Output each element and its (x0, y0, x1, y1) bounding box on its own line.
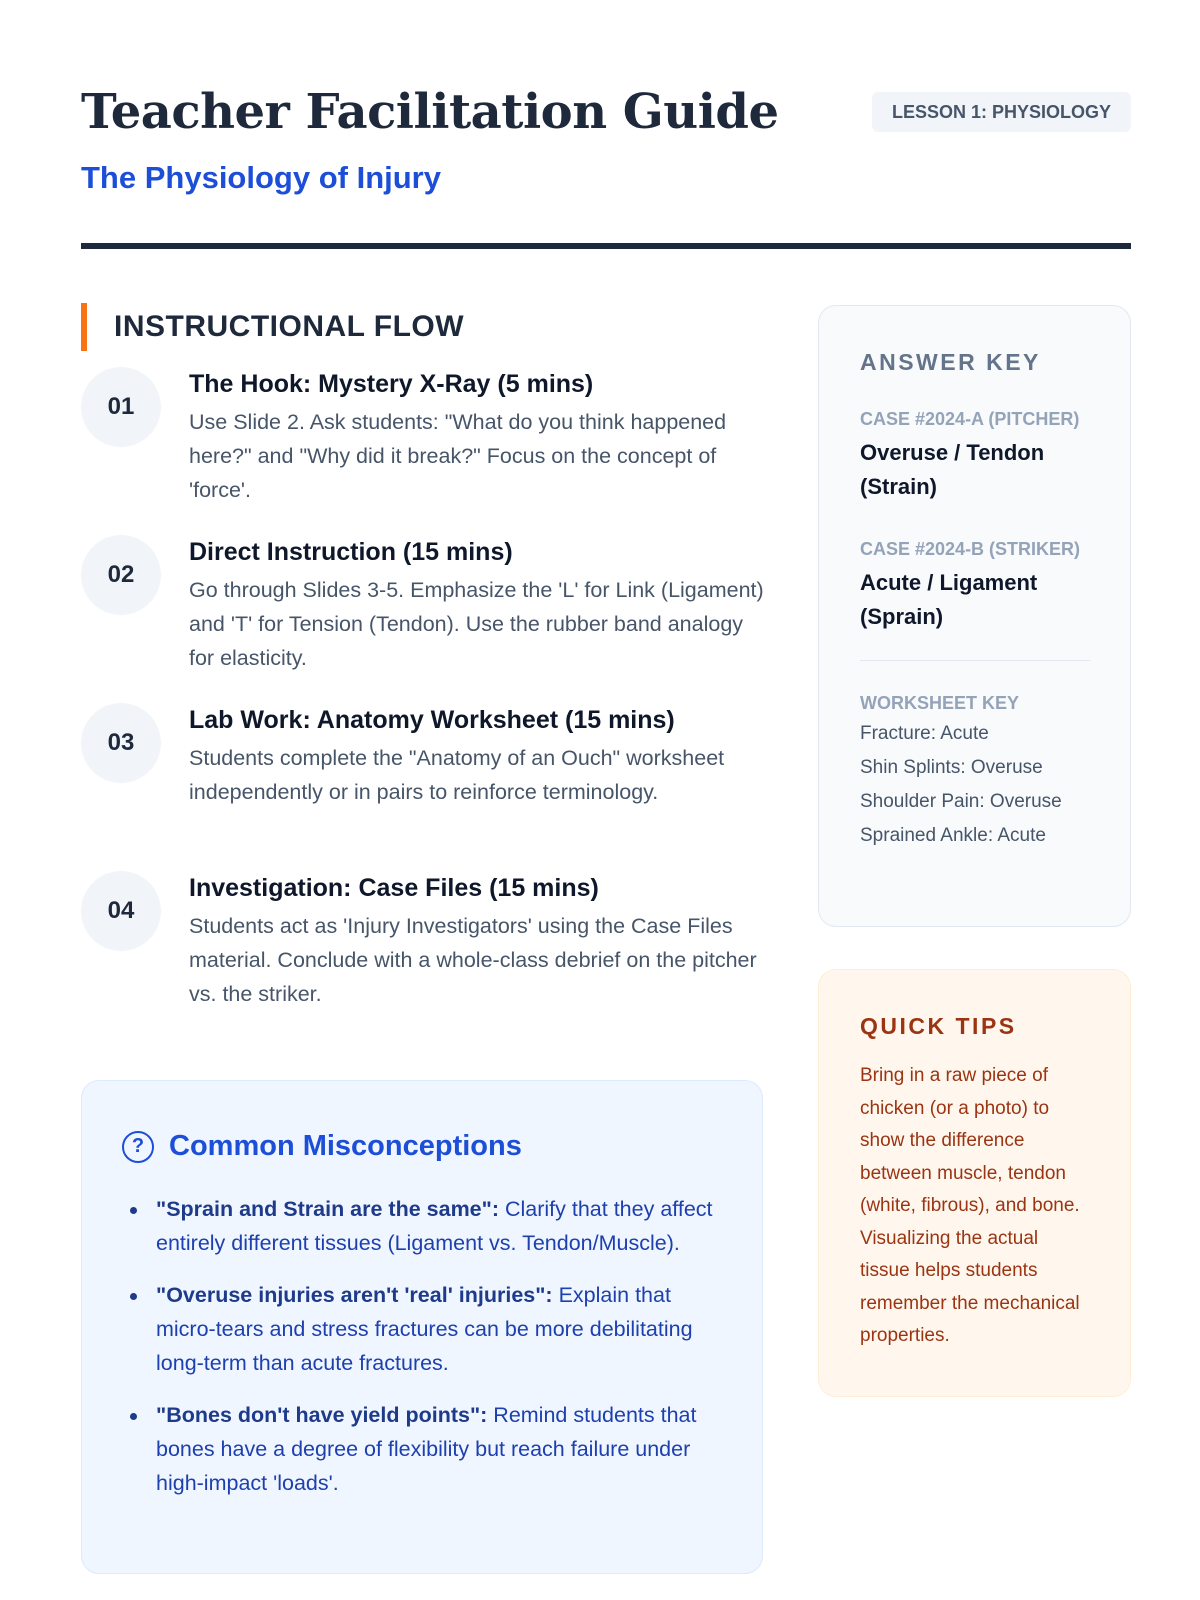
step-number: 04 (81, 871, 161, 951)
header-divider (81, 243, 1131, 249)
quick-tips-card (818, 969, 1131, 1397)
quick-tips-heading: QUICK TIPS (860, 1013, 1017, 1039)
misconceptions-list (122, 1192, 722, 1500)
step-number: 01 (81, 367, 161, 447)
answer-key-card (818, 305, 1131, 927)
step-description: Students act as 'Injury Investigators' using the Case Files material. Conclude with a whole-class debrief on the pitcher vs. the striker. (189, 914, 757, 1006)
step-number: 03 (81, 703, 161, 783)
worksheet-key-item: Sprained Ankle: Acute (860, 825, 1046, 846)
misconception-explanation: Explain that micro-tears and stress fractures can be more debilitating long-term than acute fractures. (156, 1283, 693, 1375)
step-number: 02 (81, 535, 161, 615)
question-circle-icon: ? (122, 1131, 154, 1163)
worksheet-key-item: Shin Splints: Overuse (860, 757, 1043, 778)
misconceptions-title: Common Misconceptions (169, 1130, 522, 1162)
answer-key-divider (860, 660, 1090, 661)
instructional-flow-heading: INSTRUCTIONAL FLOW (81, 303, 464, 351)
step-description: Students complete the "Anatomy of an Ouch" worksheet independently or in pairs to reinforce terminology. (189, 746, 725, 804)
page-subtitle: The Physiology of Injury (81, 160, 441, 195)
step-description: Go through Slides 3-5. Emphasize the 'L' for Link (Ligament) and 'T' for Tension (Tendon). Use the rubber band analogy for elasticity. (189, 578, 764, 670)
misconceptions-header (122, 1126, 722, 1166)
step-title: Direct Instruction (15 mins) (189, 538, 513, 566)
answer-key-heading: ANSWER KEY (860, 349, 1041, 375)
facilitation-guide-page (81, 0, 1131, 1600)
case-answer: Overuse / Tendon (Strain) (860, 440, 1045, 499)
step-title: Lab Work: Anatomy Worksheet (15 mins) (189, 706, 675, 734)
misconception-claim: "Bones don't have yield points": (156, 1403, 488, 1427)
misconception-claim: "Sprain and Strain are the same": (156, 1197, 499, 1221)
case-label: CASE #2024-B (STRIKER) (860, 539, 1081, 559)
misconceptions-panel (81, 1080, 763, 1574)
misconception-explanation: Remind students that bones have a degree of flexibility but reach failure under high-impact 'loads'. (156, 1403, 697, 1495)
worksheet-key-label: WORKSHEET KEY (860, 693, 1020, 713)
list-item (122, 1192, 722, 1260)
worksheet-key-item: Shoulder Pain: Overuse (860, 791, 1062, 812)
quick-tips-body: Bring in a raw piece of chicken (or a photo) to show the difference between muscle, tendon (white, fibrous), and bone. Visualizing the actual tissue helps students remember the mechanical properties. (860, 1065, 1080, 1346)
worksheet-key-item: Fracture: Acute (860, 723, 989, 744)
case-label: CASE #2024-A (PITCHER) (860, 409, 1080, 429)
page-title: Teacher Facilitation Guide (81, 84, 779, 140)
misconception-explanation: Clarify that they affect entirely different tissues (Ligament vs. Tendon/Muscle). (156, 1197, 713, 1255)
misconception-claim: "Overuse injuries aren't 'real' injuries": (156, 1283, 553, 1307)
step-description: Use Slide 2. Ask students: "What do you think happened here?" and "Why did it break?" Focus on the concept of 'force'. (189, 410, 727, 502)
page-header (81, 82, 1131, 248)
step-title: Investigation: Case Files (15 mins) (189, 874, 599, 902)
list-item (122, 1278, 722, 1380)
list-item (122, 1398, 722, 1500)
lesson-badge: LESSON 1: PHYSIOLOGY (872, 92, 1131, 132)
case-answer: Acute / Ligament (Sprain) (860, 570, 1038, 629)
step-title: The Hook: Mystery X-Ray (5 mins) (189, 370, 594, 398)
